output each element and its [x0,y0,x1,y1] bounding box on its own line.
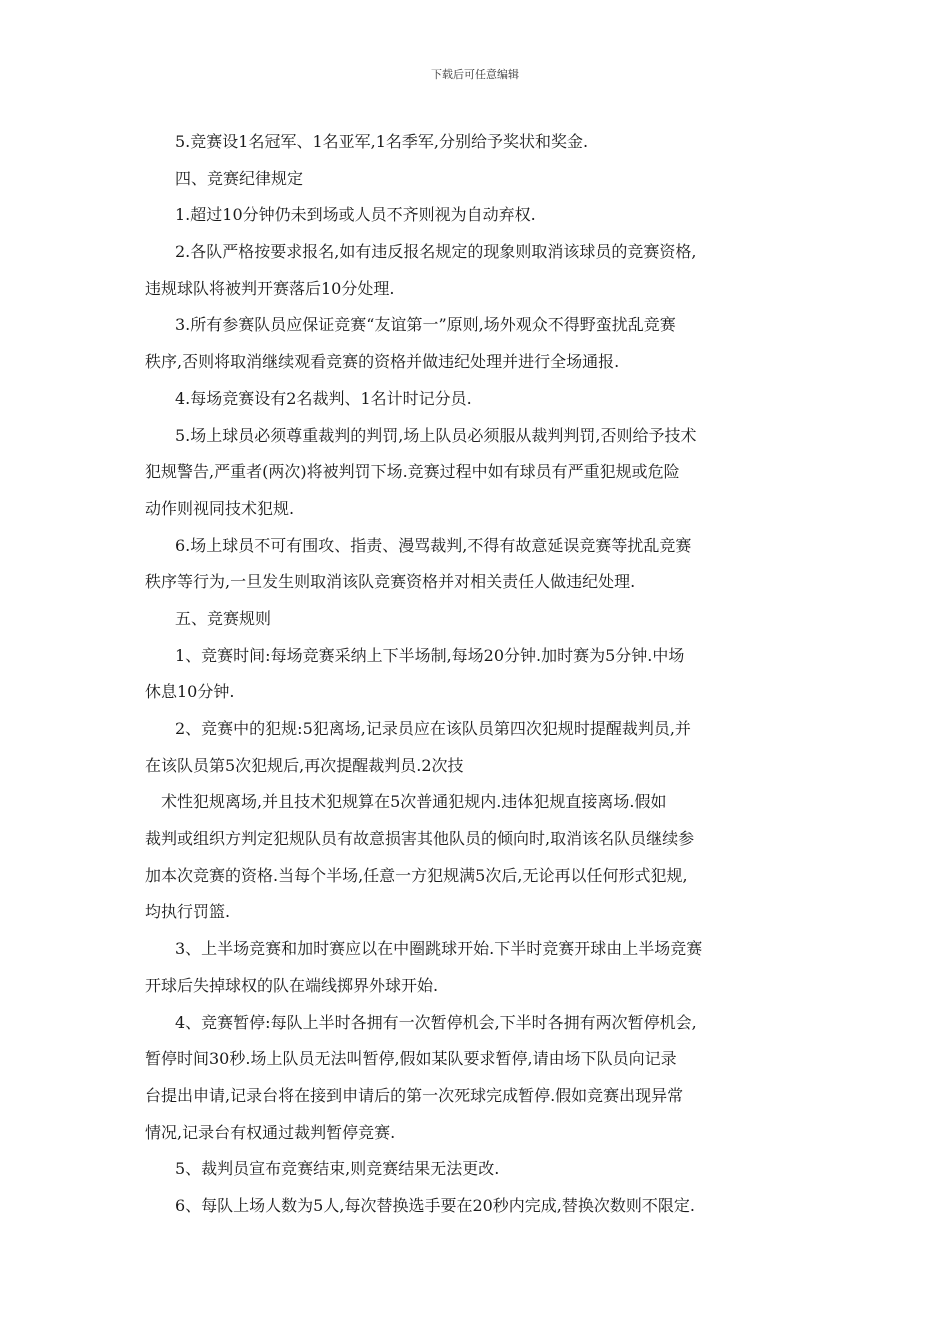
paragraph-line: 秩序等行为,一旦发生则取消该队竞赛资格并对相关责任人做违纪处理. [145,572,636,592]
paragraph-line: 5.竞赛设1名冠军、1名亚军,1名季军,分别给予奖状和奖金. [175,132,589,151]
paragraph-line: 违规球队将被判开赛落后10分处理. [145,278,395,298]
paragraph-line: 加本次竞赛的资格.当每个半场,任意一方犯规满5次后,无论再以任何形式犯规, [145,865,688,885]
paragraph-line: 4、竞赛暂停:每队上半时各拥有一次暂停机会,下半时各拥有两次暂停机会, [175,1012,697,1032]
paragraph-line: 动作则视同技术犯规. [145,498,295,518]
paragraph-line: 6.场上球员不可有围攻、指责、漫骂裁判,不得有故意延误竞赛等扰乱竞赛 [175,535,692,555]
paragraph-line: 术性犯规离场,并且技术犯规算在5次普通犯规内.违体犯规直接离场.假如 [161,792,667,812]
paragraph-line: 裁判或组织方判定犯规队员有故意损害其他队员的倾向时,取消该名队员继续参 [145,829,695,849]
paragraph-line: 情况,记录台有权通过裁判暂停竞赛. [145,1122,396,1142]
paragraph-line: 2、竞赛中的犯规:5犯离场,记录员应在该队员第四次犯规时提醒裁判员,并 [175,719,691,738]
paragraph-line: 暂停时间30秒.场上队员无法叫暂停,假如某队要求暂停,请由场下队员向记录 [145,1049,677,1069]
paragraph-line: 3、上半场竞赛和加时赛应以在中圈跳球开始.下半时竞赛开球由上半场竞赛 [175,939,703,959]
paragraph-line: 4.每场竞赛设有2名裁判、1名计时记分员. [175,388,472,408]
paragraph-line: 1、竞赛时间:每场竞赛采纳上下半场制,每场20分钟.加时赛为5分钟.中场 [175,645,685,665]
page-header-note: 下载后可任意编辑 [431,68,519,81]
paragraph-line: 均执行罚篮. [145,902,231,922]
paragraph-line: 5、裁判员宣布竞赛结束,则竞赛结果无法更改. [175,1159,500,1179]
paragraph-line: 开球后失掉球权的队在端线掷界外球开始. [145,975,439,995]
paragraph-line: 四、竞赛纪律规定 [175,168,304,188]
paragraph-line: 5.场上球员必须尊重裁判的判罚,场上队员必须服从裁判判罚,否则给予技术 [175,425,697,445]
paragraph-line: 犯规警告,严重者(两次)将被判罚下场.竞赛过程中如有球员有严重犯规或危险 [145,462,680,482]
paragraph-line: 3.所有参赛队员应保证竞赛“友谊第一”原则,场外观众不得野蛮扰乱竞赛 [175,315,676,335]
paragraph-line: 6、每队上场人数为5人,每次替换选手要在20秒内完成,替换次数则不限定. [175,1195,695,1215]
paragraph-line: 在该队员第5次犯规后,再次提醒裁判员.2次技 [145,755,464,775]
paragraph-line: 秩序,否则将取消继续观看竞赛的资格并做违纪处理并进行全场通报. [145,352,620,372]
paragraph-line: 休息10分钟. [145,682,235,702]
document-body [145,124,810,1225]
paragraph-line: 1.超过10分钟仍未到场或人员不齐则视为自动弃权. [175,205,536,225]
paragraph-line: 台提出申请,记录台将在接到申请后的第一次死球完成暂停.假如竞赛出现异常 [145,1085,684,1105]
paragraph-line: 五、竞赛规则 [175,608,272,628]
paragraph-line: 2.各队严格按要求报名,如有违反报名规定的现象则取消该球员的竞赛资格, [175,242,697,262]
